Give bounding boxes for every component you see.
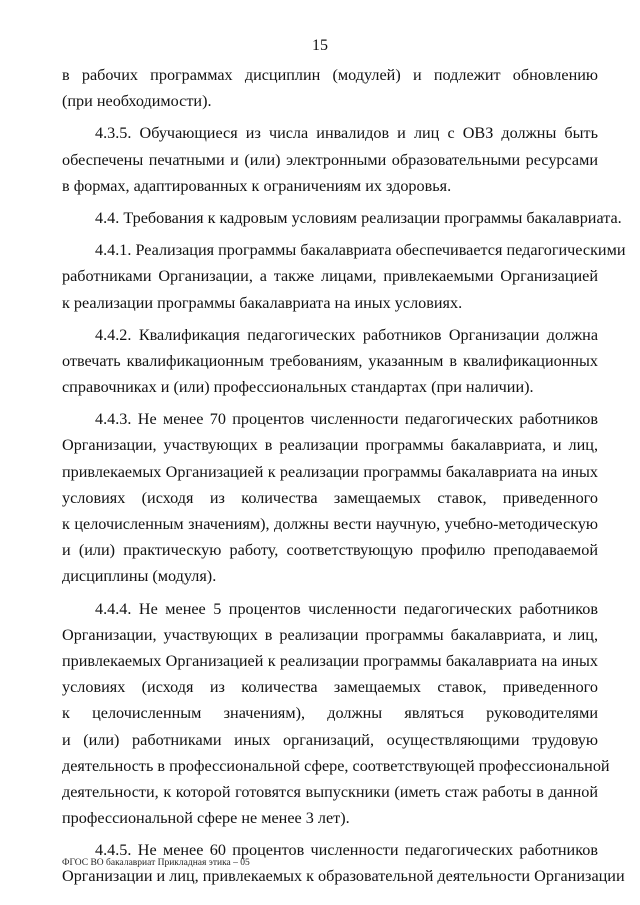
text-line: к целочисленным значениям), должны вести научную, учебно-методическую bbox=[62, 515, 598, 533]
text-line: привлекаемых Организацией к реализации программы бакалавриата на иных bbox=[62, 462, 598, 481]
paragraph-p441 bbox=[62, 237, 626, 316]
text-line: 4.4.5. Не менее 60 процентов численности педагогических работников bbox=[95, 841, 598, 860]
text-line: 4.3.5. Обучающиеся из числа инвалидов и лиц с ОВЗ должны быть bbox=[95, 124, 598, 143]
text-line: деятельности, к которой готовятся выпускники (иметь стаж работы в данной bbox=[62, 782, 598, 801]
text-line: (при необходимости). bbox=[62, 92, 212, 111]
text-line: 4.4.4. Не менее 5 процентов численности педагогических работников bbox=[95, 599, 598, 618]
text-line: привлекаемых Организацией к реализации программы бакалавриата на иных bbox=[62, 651, 598, 670]
page-number: 15 bbox=[312, 37, 328, 54]
text-line: справочниках и (или) профессиональных стандартах (при наличии). bbox=[62, 378, 534, 397]
text-line: к целочисленным значениям), должны являться руководителями bbox=[62, 704, 598, 723]
page-footer: ФГОС ВО бакалавриат Прикладная этика – 05 bbox=[62, 858, 250, 868]
text-line: Организации, участвующих в реализации программы бакалавриата, и лиц, bbox=[62, 436, 598, 455]
text-line: Организации, участвующих в реализации программы бакалавриата, и лиц, bbox=[62, 625, 598, 644]
paragraph-p435 bbox=[62, 120, 598, 199]
paragraph-p442 bbox=[62, 322, 598, 401]
text-line: деятельность в профессиональной сфере, соответствующей профессиональной bbox=[62, 756, 610, 775]
text-line: работниками Организации, а также лицами, привлекаемыми Организацией bbox=[62, 267, 598, 286]
text-line: 4.4.1. Реализация программы бакалавриата обеспечивается педагогическими bbox=[95, 241, 626, 260]
text-line: отвечать квалификационным требованиям, указанным в квалификационных bbox=[62, 351, 598, 370]
paragraph-p444 bbox=[62, 596, 610, 832]
text-line: условиях (исходя из количества замещаемых ставок, приведенного bbox=[62, 678, 598, 697]
text-line: профессиональной сфере не менее 3 лет). bbox=[62, 809, 350, 828]
text-line: 4.4. Требования к кадровым условиям реализации программы бакалавриата. bbox=[95, 208, 622, 227]
text-line: дисциплины (модуля). bbox=[62, 567, 217, 586]
paragraph-p44 bbox=[62, 205, 622, 231]
document-body bbox=[62, 62, 626, 890]
text-line: 4.4.2. Квалификация педагогических работников Организации должна bbox=[95, 325, 598, 344]
text-line: и (или) работниками иных организаций, осуществляющими трудовую bbox=[62, 730, 598, 749]
text-line: и (или) практическую работу, соответствующую профилю преподаваемой bbox=[62, 541, 598, 560]
text-line: условиях (исходя из количества замещаемых ставок, приведенного bbox=[62, 488, 598, 507]
text-line: обеспечены печатными и (или) электронными образовательными ресурсами bbox=[62, 150, 598, 169]
text-line: в рабочих программах дисциплин (модулей) и подлежит обновлению bbox=[62, 66, 598, 84]
text-line: Организации и лиц, привлекаемых к образовательной деятельности Организации bbox=[62, 867, 625, 886]
text-line: 4.4.3. Не менее 70 процентов численности педагогических работников bbox=[95, 410, 598, 429]
text-line: к реализации программы бакалавриата на иных условиях. bbox=[62, 293, 463, 312]
paragraph-p443 bbox=[62, 406, 598, 589]
text-line: в формах, адаптированных к ограничениям их здоровья. bbox=[62, 176, 452, 195]
paragraph-cont bbox=[62, 62, 598, 114]
